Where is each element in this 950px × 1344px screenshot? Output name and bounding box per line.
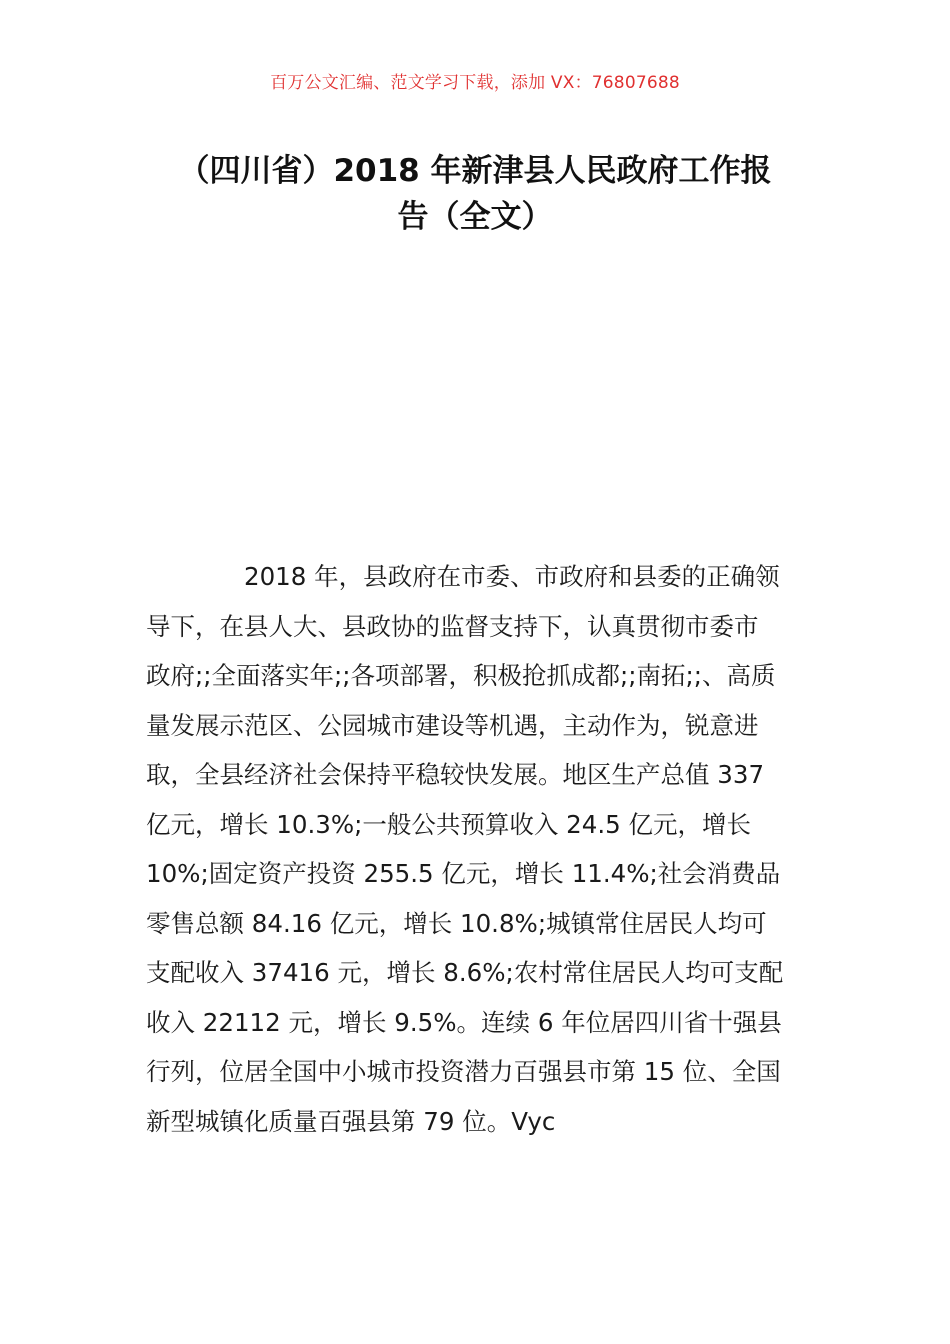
title-line: 告（全文） — [397, 199, 553, 235]
paragraph-line: 零售总额 84.16 亿元，增长 10.8%;城镇常住居民人均可 — [146, 908, 767, 938]
paragraph-line: 新型城镇化质量百强县第 79 位。Vyc — [146, 1106, 556, 1136]
paragraph-line: 量发展示范区、公园城市建设等机遇，主动作为，锐意进 — [146, 710, 759, 740]
paragraph-line: 收入 22112 元，增长 9.5%。连续 6 年位居四川省十强县 — [146, 1007, 782, 1037]
paragraph-line: 政府;;全面落实年;;各项部署，积极抢抓成都;;南拓;;、高质 — [146, 661, 776, 690]
paragraph-line: 亿元，增长 10.3%;一般公共预算收入 24.5 亿元，增长 — [146, 809, 751, 839]
title-line: （四川省）2018 年新津县人民政府工作报 — [178, 153, 772, 189]
paragraph-line: 取，全县经济社会保持平稳较快发展。地区生产总值 337 — [146, 760, 765, 789]
header-note: 百万公文汇编、范文学习下载，添加 VX：76807688 — [270, 73, 680, 93]
paragraph-line: 行列，位居全国中小城市投资潜力百强县市第 15 位、全国 — [146, 1057, 781, 1086]
paragraph-line: 10%;固定资产投资 255.5 亿元，增长 11.4%;社会消费品 — [146, 859, 781, 888]
paragraph-line: 导下，在县人大、县政协的监督支持下，认真贯彻市委市 — [146, 611, 759, 641]
document-title — [0, 148, 950, 240]
paragraph-line: 2018 年，县政府在市委、市政府和县委的正确领 — [244, 562, 780, 591]
body-paragraph — [146, 552, 810, 1146]
paragraph-line: 支配收入 37416 元，增长 8.6%;农村常住居民人均可支配 — [146, 958, 784, 987]
